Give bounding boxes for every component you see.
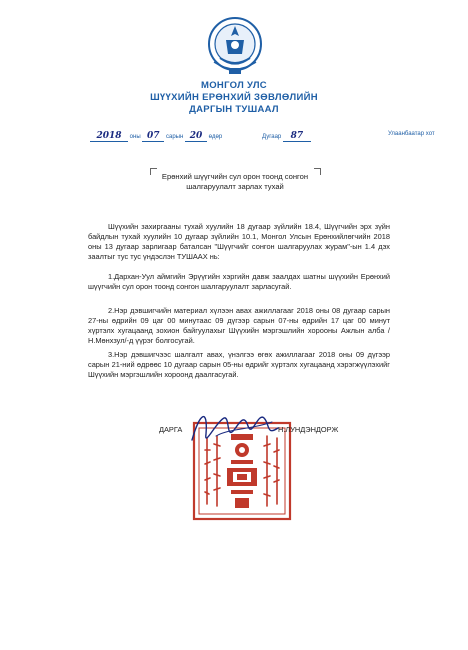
date-year: 2018 [90, 131, 128, 142]
header-order-title: ДАРГЫН ТУШААЛ [189, 104, 279, 115]
body-paragraph-2: 1.Дархан-Уул аймгийн Эрүүгийн хэргийн давж заалдах шатны шүүхийн Ерөнхий шүүгчийн сул орон тоонд сонгон шалгаруулалт зарласугай. [88, 272, 390, 291]
date-month-suffix: сарын [165, 134, 184, 140]
date-day-suffix: өдөр [208, 134, 223, 140]
subject-title-line1: Ерөнхий шүүгчийн сул орон тоонд сонгон [161, 172, 309, 181]
signer-name: Н.ЛУНДЭНДОРЖ [278, 425, 339, 434]
order-number: 87 [283, 131, 311, 142]
date-day: 20 [185, 131, 207, 142]
date-line [90, 131, 222, 142]
city-label: Улаанбаатар хот [388, 131, 435, 137]
body-paragraph-1: Шүүхийн захиргааны тухай хуулийн 18 дугаар зүйлийн 18.4, Шүүгчийн эрх зүйн байдлын тухай хуулийн 10 дугаар зүйлийн 10.1, Монгол Улсын Ерөнхийлөгчийн 2018 оны 13 дугаар зарлигаар баталсан "Шүүгчийг сонгон шалгаруулах журам"-ын 1.4 дэх заалтыг тус тус үндэслэн ТУШААХ нь: [88, 222, 390, 261]
handwritten-signature [186, 400, 286, 456]
state-emblem-icon [206, 14, 264, 80]
signer-title: ДАРГА [159, 425, 183, 434]
header-country: МОНГОЛ УЛС [201, 80, 267, 91]
number-line [262, 131, 311, 142]
header-council: ШҮҮХИЙН ЕРӨНХИЙ ЗӨВЛӨЛИЙН [150, 92, 318, 103]
body-paragraph-3: 2.Нэр дэвшигчийн материал хүлээн авах ажиллагааг 2018 оны 08 дугаар сарын 27-ны өдрийн 09 цаг 00 минутаас 09 дүгээр сарын 07-ны өдрийн 17 цаг 00 минут хүртэлх хугацаанд зохион байгуулахыг Шүүхийн мэргэшлийн хорооны Ажлын алба /Н.Мөнхзул/-д үүрэг болгосугай. [88, 306, 390, 345]
date-year-suffix: оны [129, 134, 141, 140]
number-label: Дугаар [262, 134, 282, 140]
subject-title-line2: шалгаруулалт зарлах тухай [186, 182, 284, 191]
date-month: 07 [142, 131, 164, 142]
body-paragraph-4: 3.Нэр дэвшигчээс шалгалт авах, үнэлгээ өгөх ажиллагааг 2018 оны 09 дүгээр сарын 21-ний өдрөөс 10 дугаар сарын 05-ны өдрийг хүртэлх хугацаанд хэрэгжүүлэхийг Шүүхийн мэргэшлийн хороонд даалгасугай. [88, 350, 390, 379]
subject-title [140, 172, 330, 192]
